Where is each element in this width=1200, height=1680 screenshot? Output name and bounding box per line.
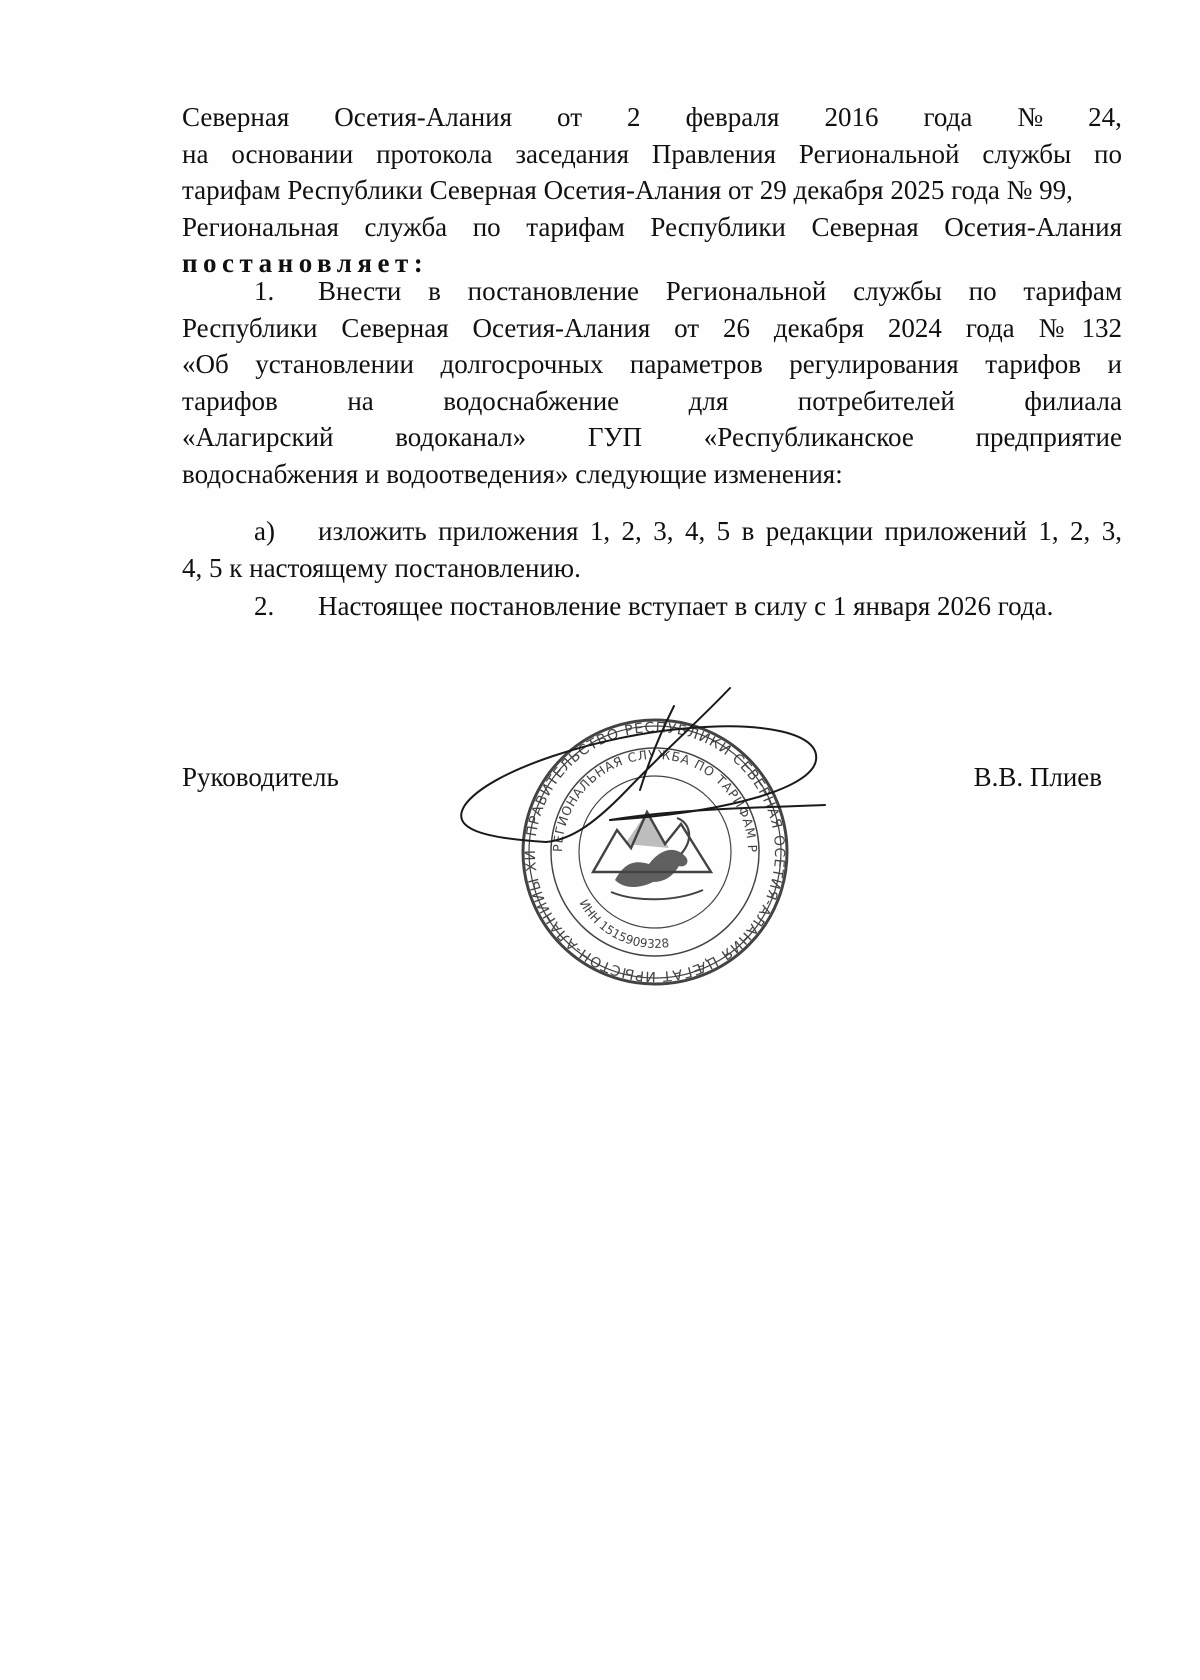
- item-1a-text: изложить приложения 1, 2, 3, 4, 5 в редакции приложений 1, 2, 3,: [318, 516, 1122, 546]
- word: от: [557, 102, 582, 132]
- word: «Алагирский: [182, 422, 334, 452]
- item-1: [182, 273, 1122, 492]
- item-1-line-6: водоснабжения и водоотведения» следующие изменения:: [182, 458, 843, 489]
- word: водоканал»: [395, 422, 527, 452]
- item-1-text: Внести в постановление Региональной службы по тарифам: [318, 276, 1122, 306]
- word: №: [1017, 102, 1044, 132]
- item-1a: [182, 513, 1122, 586]
- item-1-line-3: «Об установлении долгосрочных параметров регулирования тарифов и: [182, 349, 1122, 379]
- item-1-line-2: Республики Северная Осетия-Алания от 26 декабря 2024 года №132: [182, 312, 1122, 343]
- item-1a-line-2: 4, 5 к настоящему постановлению.: [182, 552, 581, 583]
- word: потребителей: [797, 385, 955, 416]
- word: 2: [627, 102, 641, 132]
- word: 2016: [824, 102, 879, 132]
- intro-paragraph: [182, 99, 1122, 282]
- word: года: [923, 102, 973, 132]
- word: февраля: [685, 102, 780, 132]
- word: филиала: [1024, 385, 1122, 416]
- official-seal-and-signature: [460, 680, 830, 1000]
- item-2-line-1: [182, 588, 1122, 625]
- item-1-line-5: [182, 419, 1122, 456]
- word: на: [347, 385, 374, 416]
- item-1-line-1: [182, 273, 1122, 310]
- item-2: [182, 588, 1122, 625]
- word: Северная: [182, 102, 290, 132]
- resolution-keyword: постановляет:: [182, 248, 429, 278]
- emblem-leopard-icon: [593, 812, 711, 899]
- item-number: а): [254, 516, 275, 546]
- word: для: [688, 385, 729, 416]
- word: Осетия-Алания: [334, 102, 513, 132]
- word: «Республиканское: [703, 422, 914, 452]
- item-number: 2.: [254, 591, 275, 621]
- item-2-text: Настоящее постановление вступает в силу с 1 января 2026 года.: [318, 591, 1054, 621]
- seal-inner-text: РЕГИОНАЛЬНАЯ СЛУЖБА ПО ТАРИФАМ Р: [549, 746, 761, 854]
- item-number: 1.: [254, 276, 275, 306]
- word: 24,: [1088, 102, 1122, 132]
- intro-line-2: на основании протокола заседания Правления Региональной службы по: [182, 138, 1122, 169]
- seal-inn: ИНН 1515909328: [576, 896, 670, 952]
- intro-line-1: [182, 99, 1122, 136]
- item-1-line-4: [182, 383, 1122, 420]
- intro-line-4: Региональная служба по тарифам Республики Северная Осетия-Алания: [182, 211, 1122, 242]
- word: ГУП: [587, 422, 643, 452]
- word: водоснабжение: [443, 385, 620, 416]
- item-1a-line-1: [182, 513, 1122, 550]
- word: предприятие: [975, 422, 1122, 452]
- seal-outer-text: ПРАВИТЕЛЬСТВО РЕСПУБЛИКИ СЕВЕРНАЯ ОСЕТИЯ-АЛАНИЯ ЦÆГАТ ИРЫСТОН-АЛАНИЙЫ ХИ: [522, 719, 788, 985]
- intro-line-3: тарифам Республики Северная Осетия-Алания от 29 декабря 2025 года № 99,: [182, 175, 1073, 205]
- signatory-name: В.В. Плиев: [973, 762, 1102, 792]
- signatory-title: Руководитель: [182, 762, 339, 792]
- word: тарифов: [182, 385, 278, 416]
